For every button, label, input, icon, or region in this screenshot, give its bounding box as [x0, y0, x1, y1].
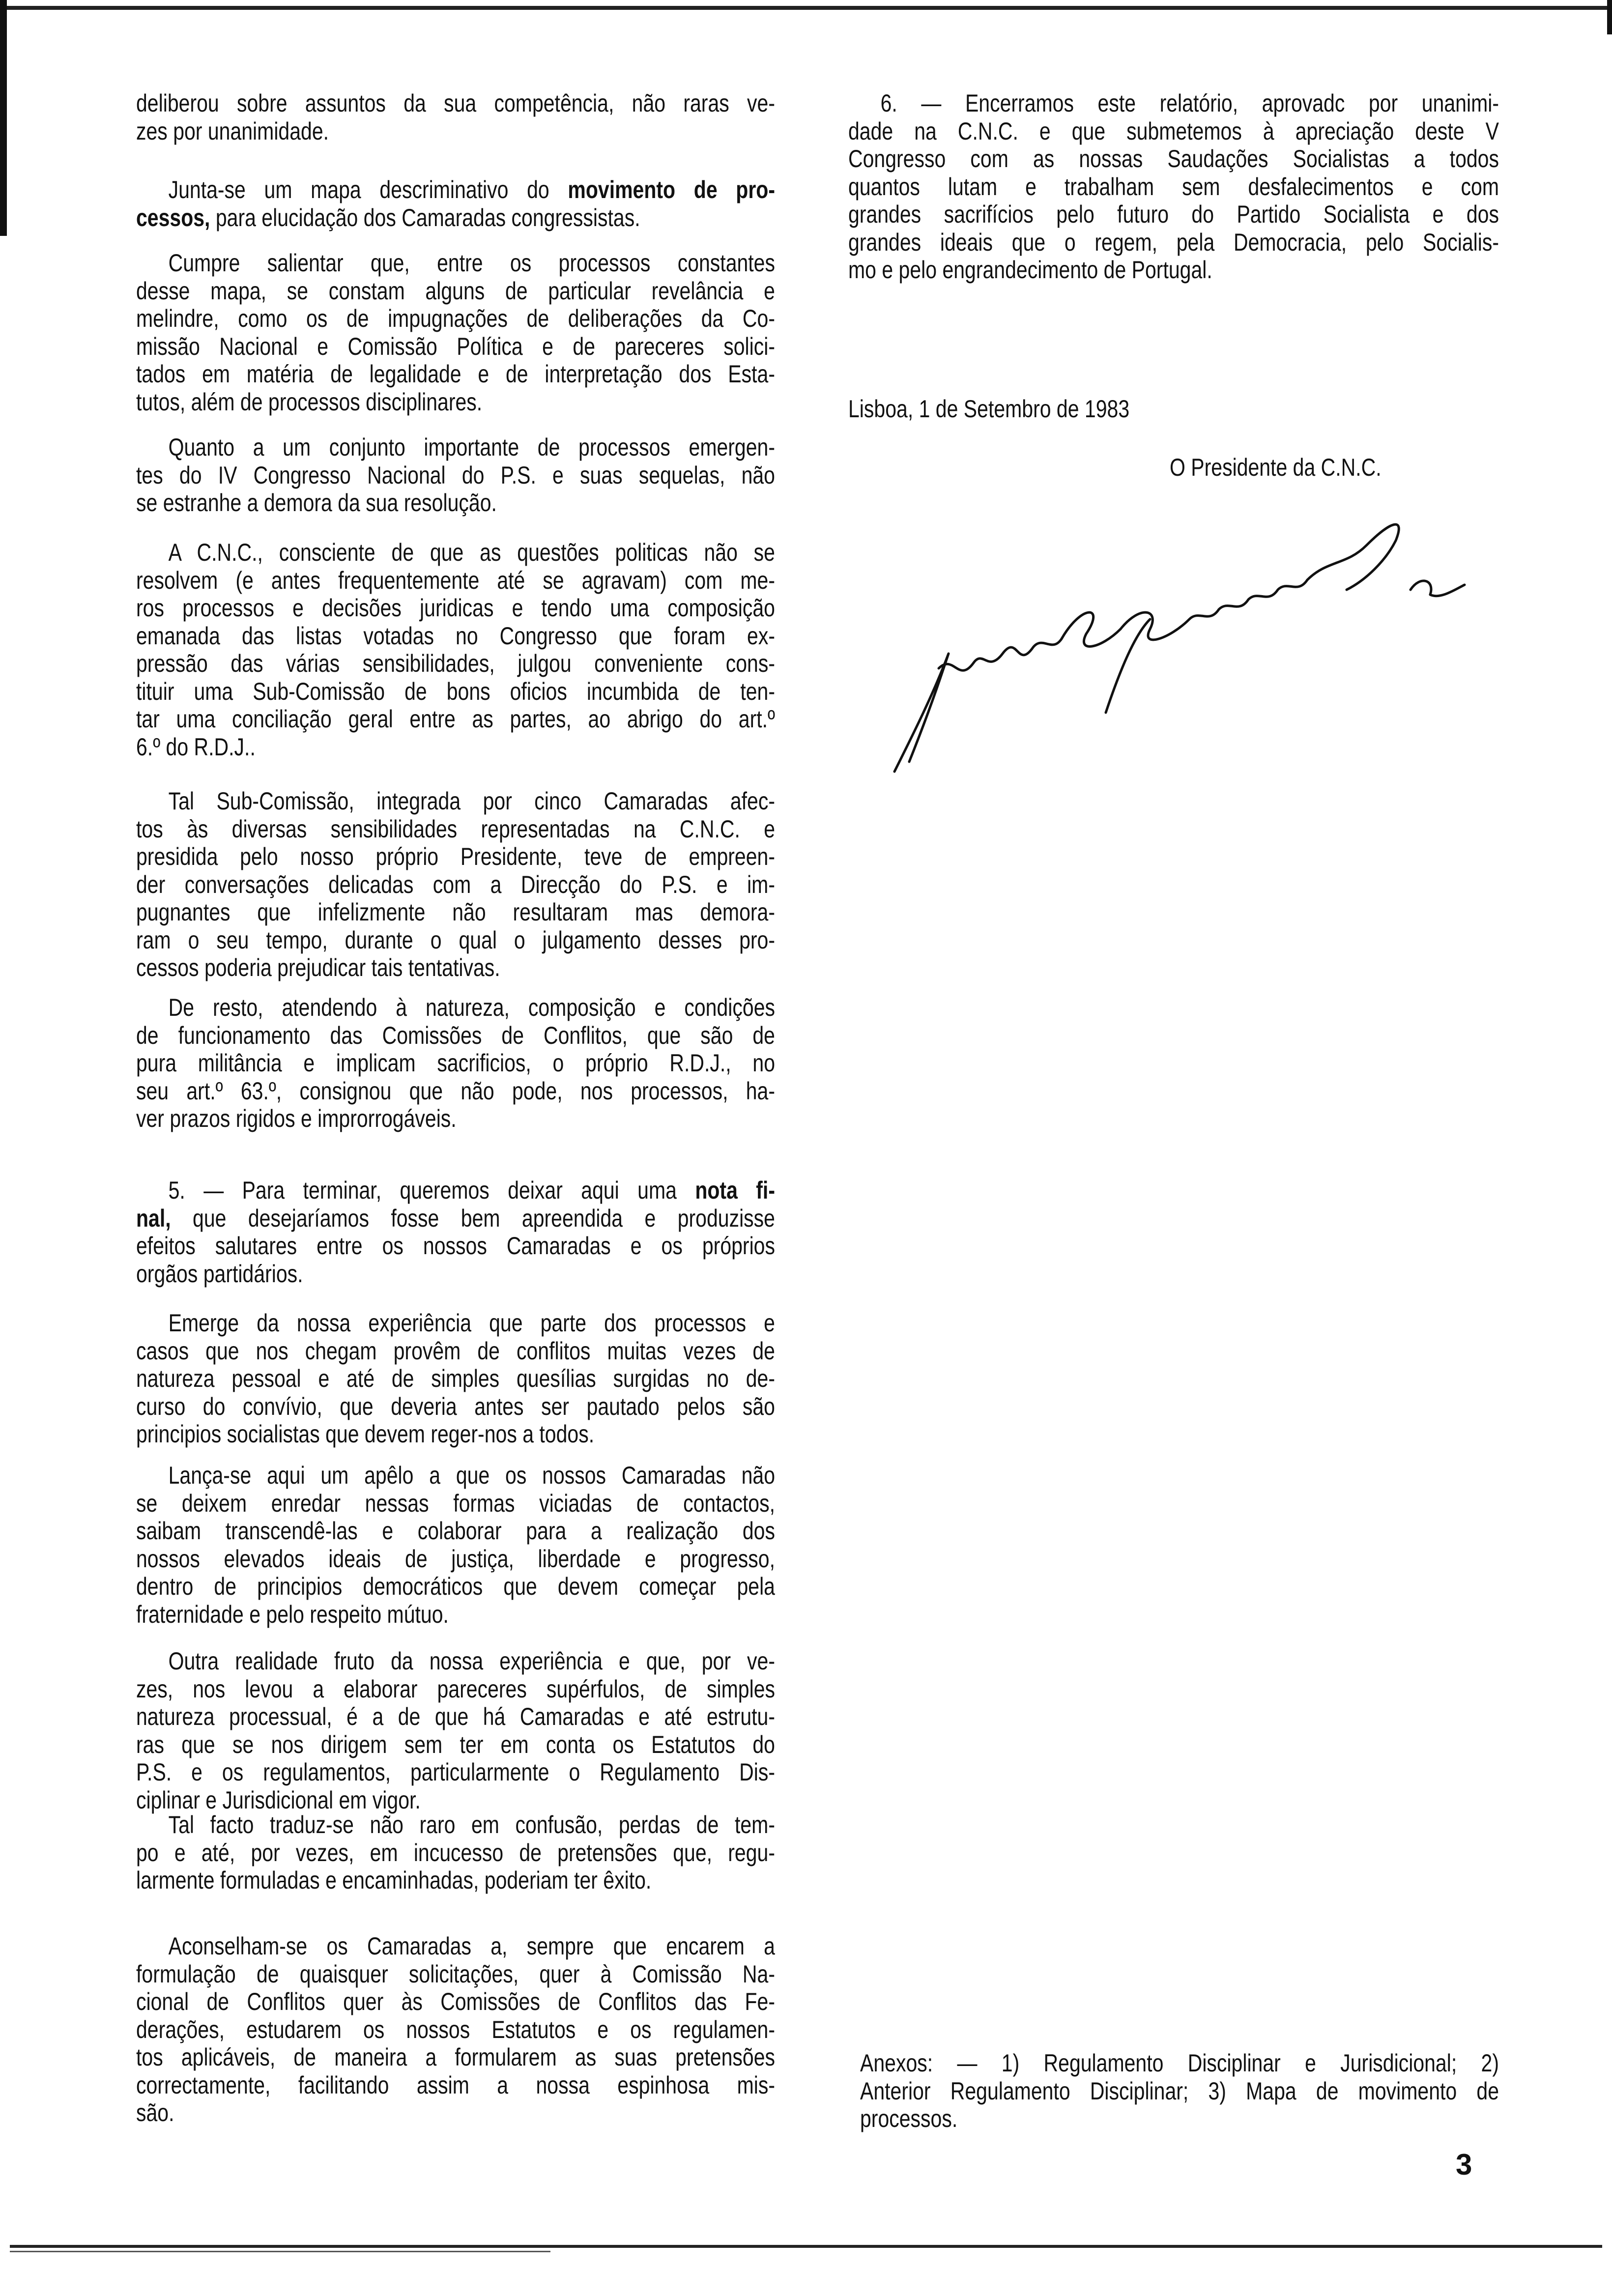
text-line: Tal Sub-Comissão, integrada por cinco Camaradas afec- [168, 787, 775, 815]
text-line: seu art.º 63.º, consignou que não pode, nos processos, ha- [136, 1077, 775, 1105]
text-line: tes do IV Congresso Nacional do P.S. e suas sequelas, não [136, 461, 775, 489]
text-line: Anexos: — 1) Regulamento Disciplinar e Jurisdicional; 2) [860, 2049, 1499, 2077]
bold-text: movimento de pro- [568, 176, 775, 203]
left-scan-edge [0, 0, 7, 236]
text-segment: para elucidação dos Camaradas congressistas. [210, 203, 640, 231]
text-line: tos aplicáveis, de maneira a formularem as suas pretensões [136, 2043, 775, 2071]
text-line: der conversações delicadas com a Direcção do P.S. e im- [136, 870, 775, 898]
text-line [136, 204, 775, 232]
text-line: 6.º do R.D.J.. [136, 733, 256, 761]
text-line: Lisboa, 1 de Setembro de 1983 [848, 395, 1130, 423]
text-line [136, 1177, 775, 1205]
text-line: missão Nacional e Comissão Política e de pareceres solici- [136, 332, 775, 360]
left-paragraph [136, 1177, 775, 1288]
text-line: larmente formuladas e encaminhadas, poderiam ter êxito. [136, 1866, 652, 1894]
text-line: ros processos e decisões juridicas e tendo uma composição [136, 594, 775, 622]
text-line: zes por unanimidade. [136, 117, 329, 145]
page-number: 3 [1456, 2148, 1472, 2181]
text-line: quantos lutam e trabalham sem desfalecimentos e com [848, 172, 1499, 201]
text-line: Congresso com as nossas Saudações Socialistas a todos [848, 145, 1499, 172]
text-line: Aconselham-se os Camaradas a, sempre que encarem a [168, 1932, 775, 1960]
text-line: pressão das várias sensibilidades, julgou conveniente cons- [136, 650, 775, 677]
text-line: de funcionamento das Comissões de Conflitos, que são de [136, 1021, 775, 1049]
text-line: correctamente, facilitando assim a nossa espinhosa mis- [136, 2071, 775, 2099]
text-line: são. [136, 2099, 174, 2126]
text-line: Lança-se aqui um apêlo a que os nossos Camaradas não [168, 1462, 775, 1489]
text-line: tados em matéria de legalidade e de interpretação dos Esta- [136, 360, 775, 388]
bold-text: nal, [136, 1204, 171, 1232]
text-line: ras que se nos dirigem sem ter em conta os Estatutos do [136, 1730, 775, 1758]
text-line: pura militância e implicam sacrificios, o próprio R.D.J., no [136, 1049, 775, 1077]
text-line: deliberou sobre assuntos da sua competência, não raras ve- [136, 89, 775, 117]
text-line: natureza processual, é a de que há Camaradas e até estrutu- [136, 1703, 775, 1730]
left-paragraph [136, 1647, 775, 1814]
text-line: grandes sacrifícios pelo futuro do Partido Socialista e dos [848, 201, 1499, 228]
text-line: P.S. e os regulamentos, particularmente o Regulamento Dis- [136, 1758, 775, 1786]
text-line: Outra realidade fruto da nossa experiência e que, por ve- [168, 1647, 775, 1675]
text-line: 6. — Encerramos este relatório, aprovadc por unanimi- [880, 89, 1499, 117]
right-paragraph [860, 2049, 1499, 2133]
text-line: Cumpre salientar que, entre os processos constantes [168, 249, 775, 277]
text-line: curso do convívio, que deveria antes ser pautado pelos são [136, 1392, 775, 1420]
text-line: tos às diversas sensibilidades representadas na C.N.C. e [136, 815, 775, 843]
text-line: orgãos partidários. [136, 1260, 303, 1288]
text-line: emanada das listas votadas no Congresso que foram ex- [136, 622, 775, 650]
text-line: cessos poderia prejudicar tais tentativas. [136, 954, 500, 981]
text-line: zes, nos levou a elaborar pareceres supérfulos, de simples [136, 1675, 775, 1703]
left-paragraph [136, 176, 775, 231]
left-paragraph [136, 89, 775, 145]
text-line: cional de Conflitos quer às Comissões de Conflitos das Fe- [136, 1988, 775, 2015]
text-line: processos. [860, 2105, 958, 2132]
text-line: Anterior Regulamento Disciplinar; 3) Mapa de movimento de [860, 2077, 1499, 2105]
text-line: natureza pessoal e até de simples quesílias surgidas no de- [136, 1365, 775, 1392]
text-line: dentro de principios democráticos que devem começar pela [136, 1573, 775, 1600]
text-segment: que desejaríamos fosse bem apreendida e produzisse [171, 1204, 775, 1232]
text-line: po e até, por vezes, em incucesso de pretensões que, regu- [136, 1838, 775, 1866]
bold-text: cessos, [136, 203, 210, 231]
bottom-border-line [10, 2245, 1602, 2248]
text-segment: 5. — Para terminar, queremos deixar aqui uma [168, 1177, 695, 1204]
right-paragraph [848, 89, 1499, 284]
text-line: dade na C.N.C. e que submetemos à apreciação deste V [848, 117, 1499, 145]
text-line: tutos, além de processos disciplinares. [136, 388, 483, 416]
left-paragraph [136, 1462, 775, 1628]
text-line: fraternidade e pelo respeito mútuo. [136, 1600, 449, 1628]
text-line: principios socialistas que devem reger-nos a todos. [136, 1420, 595, 1448]
text-line: resolvem (e antes frequentemente até se agravam) com me- [136, 566, 775, 594]
text-line: nossos elevados ideais de justiça, liberdade e progresso, [136, 1545, 775, 1573]
right-paragraph [848, 395, 1499, 423]
left-paragraph [136, 249, 775, 416]
left-paragraph [136, 433, 775, 517]
text-line: se deixem enredar nessas formas viciadas de contactos, [136, 1489, 775, 1517]
text-line: se estranhe a demora da sua resolução. [136, 489, 497, 517]
bold-text: nota fi- [695, 1177, 775, 1204]
left-paragraph [136, 1309, 775, 1448]
text-line: pugnantes que infelizmente não resultaram mas demora- [136, 898, 775, 926]
text-line: A C.N.C., consciente de que as questões politicas não se [168, 539, 775, 566]
text-line: ver prazos rigidos e improrrogáveis. [136, 1105, 457, 1132]
text-line: O Presidente da C.N.C. [1170, 454, 1382, 481]
text-line: tituir uma Sub-Comissão de bons oficios incumbida de ten- [136, 677, 775, 705]
text-line: tar uma conciliação geral entre as partes, ao abrigo do art.º [136, 705, 775, 733]
text-line: derações, estudarem os nossos Estatutos e os regulamen- [136, 2015, 775, 2043]
left-paragraph [136, 539, 775, 761]
text-line: saibam transcendê-las e colaborar para a realização dos [136, 1517, 775, 1545]
text-line [136, 176, 775, 204]
text-line: Quanto a um conjunto importante de processos emergen- [168, 433, 775, 461]
text-line: Emerge da nossa experiência que parte dos processos e [168, 1309, 775, 1337]
left-paragraph [136, 994, 775, 1133]
left-paragraph [136, 787, 775, 982]
text-line: desse mapa, se constam alguns de particular revelância e [136, 277, 775, 305]
text-line: presidida pelo nosso próprio Presidente, teve de empreen- [136, 843, 775, 870]
text-segment: Junta-se um mapa descriminativo do [168, 176, 568, 203]
text-line: efeitos salutares entre os nossos Camaradas e os próprios [136, 1232, 775, 1260]
text-line: ciplinar e Jurisdicional em vigor. [136, 1786, 421, 1814]
text-line: formulação de quaisquer solicitações, quer à Comissão Na- [136, 1960, 775, 1988]
text-line: Tal facto traduz-se não raro em confusão, perdas de tem- [168, 1811, 775, 1838]
text-line: De resto, atendendo à natureza, composição e condições [168, 994, 775, 1021]
bottom-border-line-secondary [10, 2251, 550, 2252]
right-paragraph [1170, 454, 1484, 482]
top-border-line [0, 6, 1612, 10]
signature [875, 506, 1524, 781]
text-line: melindre, como os de impugnações de deliberações da Co- [136, 305, 775, 332]
text-line: casos que nos chegam provêm de conflitos muitas vezes de [136, 1337, 775, 1365]
text-line: mo e pelo engrandecimento de Portugal. [848, 256, 1212, 284]
text-line: ram o seu tempo, durante o qual o julgamento desses pro- [136, 926, 775, 954]
left-paragraph [136, 1811, 775, 1894]
right-scan-edge [1607, 0, 1612, 34]
left-paragraph [136, 1932, 775, 2127]
text-line: grandes ideais que o regem, pela Democracia, pelo Socialis- [848, 228, 1499, 256]
text-line [136, 1205, 775, 1233]
